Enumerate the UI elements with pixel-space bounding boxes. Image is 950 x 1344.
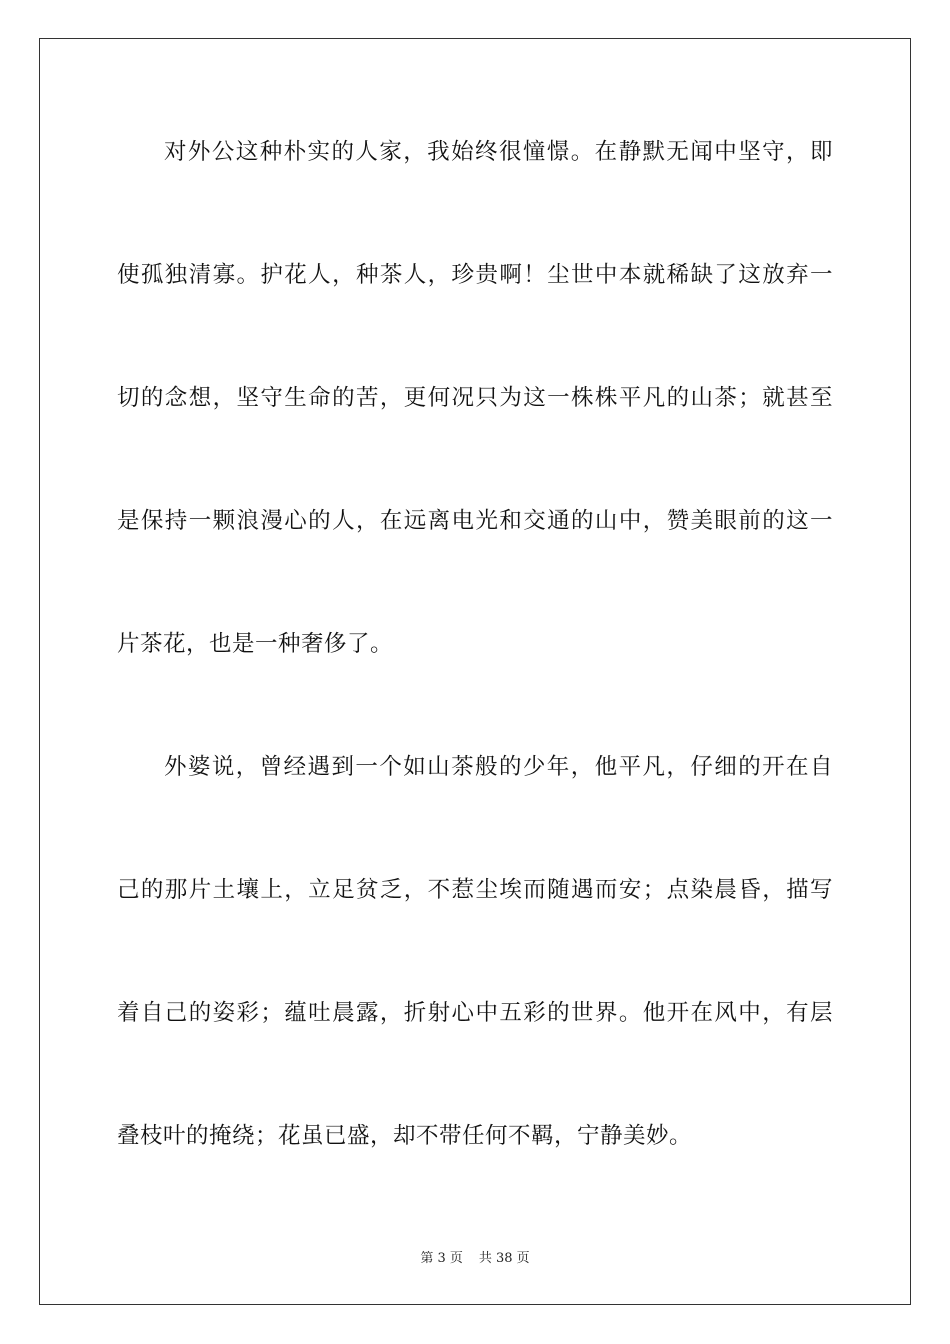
paragraph-2	[117, 739, 833, 1231]
paragraph-line: 对外公这种朴实的人家，我始终很憧憬。在静默无闻中坚守，即	[164, 139, 833, 165]
paragraph-line: 是保持一颗浪漫心的人，在远离电光和交通的山中，赞美眼前的这一	[117, 508, 833, 534]
paragraph-line: 叠枝叶的掩绕；花虽已盛，却不带任何不羁，宁静美妙。	[117, 1123, 693, 1149]
paragraph-line: 己的那片土壤上，立足贫乏，不惹尘埃而随遇而安；点染晨昏，描写	[117, 877, 833, 903]
page-footer	[0, 1247, 950, 1266]
paragraph-line: 外婆说，曾经遇到一个如山茶般的少年，他平凡，仔细的开在自	[164, 754, 833, 780]
paragraph-line: 着自己的姿彩；蕴吐晨露，折射心中五彩的世界。他开在风中，有层	[117, 1000, 833, 1026]
paragraph-line: 切的念想，坚守生命的苦，更何况只为这一株株平凡的山茶；就甚至	[117, 385, 833, 411]
document-body	[117, 124, 833, 1231]
paragraph-1	[117, 124, 833, 739]
paragraph-line: 使孤独清寡。护花人，种茶人，珍贵啊！尘世中本就稀缺了这放弃一	[117, 262, 833, 288]
current-page-number: 第 3 页	[420, 1251, 463, 1266]
total-page-count: 共 38 页	[478, 1251, 530, 1266]
paragraph-line: 片茶花，也是一种奢侈了。	[117, 631, 394, 657]
